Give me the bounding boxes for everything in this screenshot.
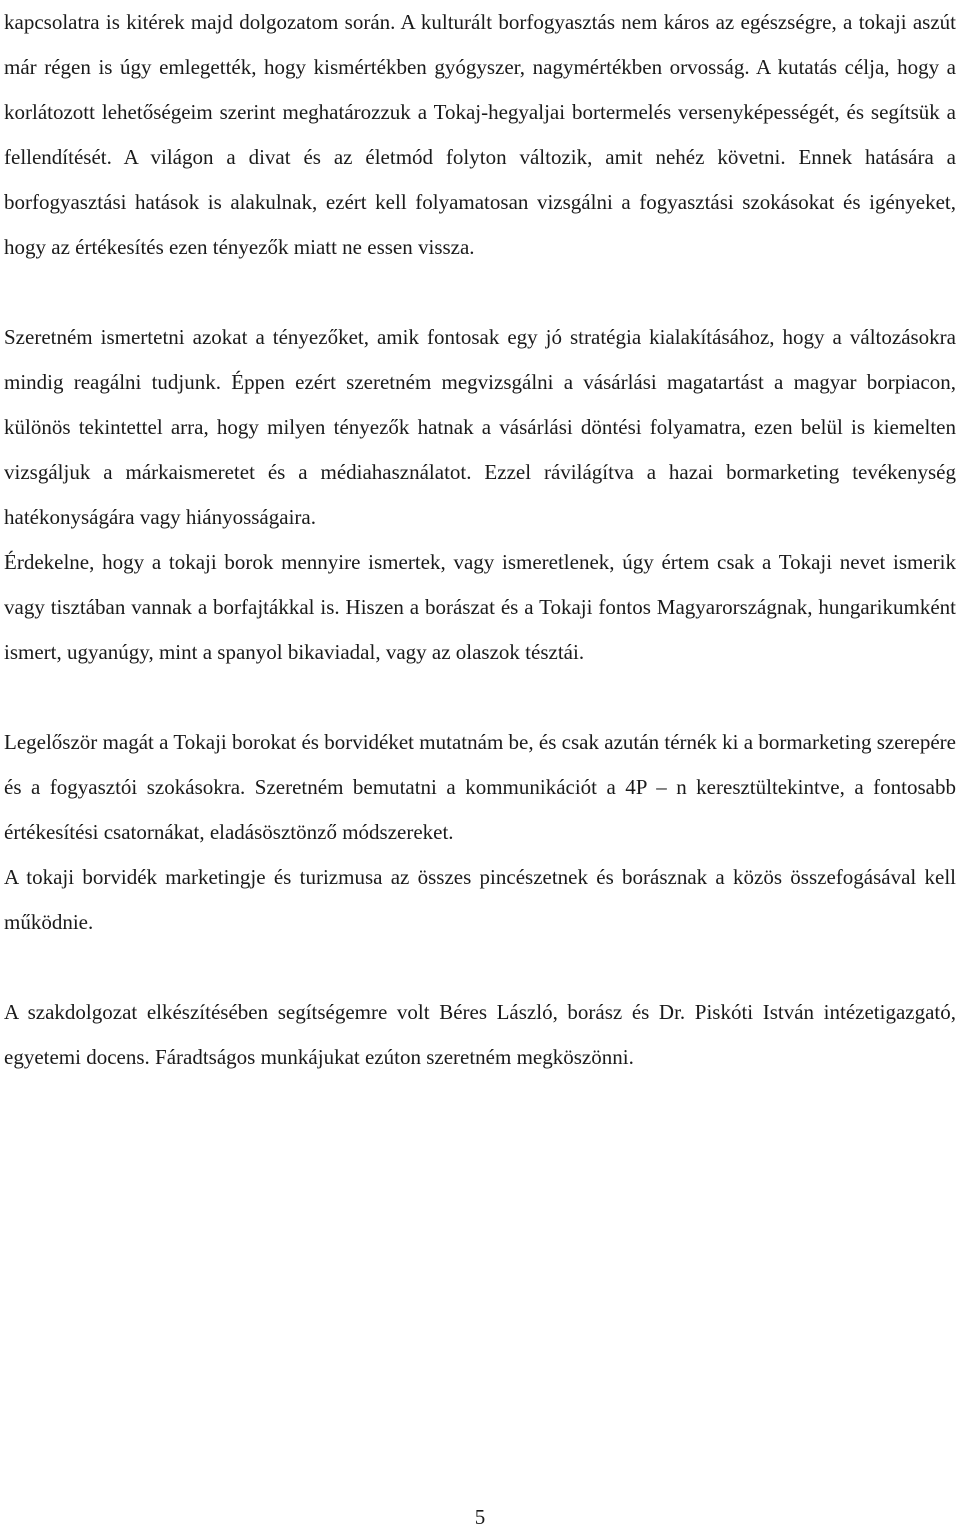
page-number: 5	[474, 1505, 486, 1529]
paragraph-intro-continuation: kapcsolatra is kitérek majd dolgozatom során. A kulturált borfogyasztás nem káros az egészségre, a tokaji aszút már régen is úgy emlegették, hogy kismértékben gyógyszer, nagymértékben orvosság. A kutatás célja, hogy a korlátozott lehetőségeim szerint meghatározzuk a Tokaj-hegyaljai bortermelés versenyképességét, és segítsük a fellendítését. A világon a divat és az életmód folyton változik, amit nehéz követni. Ennek hatására a borfogyasztási hatások is alakulnak, ezért kell folyamatosan vizsgálni a fogyasztási szokásokat és igényeket, hogy az értékesítés ezen tényezők miatt ne essen vissza.	[4, 10, 956, 259]
paragraph-strategy: Szeretném ismertetni azokat a tényezőket, amik fontosak egy jó stratégia kialakításához, hogy a változásokra mindig reagálni tudjunk. Éppen ezért szeretném megvizsgálni a vásárlási magatartást a magyar borpiacon, különös tekintettel arra, hogy milyen tényezők hatnak a vásárlási döntési folyamatra, ezen belül is kiemelten vizsgáljuk a márkaismeretet és a médiahasználatot. Ezzel rávilágítva a hazai bormarketing tevékenység hatékonyságára vagy hiányosságaira.	[4, 325, 956, 529]
paragraph-gap	[4, 270, 956, 315]
paragraph-structure: Legelőször magát a Tokaji borokat és borvidéket mutatnám be, és csak azután térnék ki a bormarketing szerepére és a fogyasztói szokásokra. Szeretném bemutatni a kommunikációt a 4P – n keresztültekintve, a fontosabb értékesítési csatornákat, eladásösztönző módszereket.	[4, 730, 956, 844]
paragraph-acknowledgement: A szakdolgozat elkészítésében segítségemre volt Béres László, borász és Dr. Piskóti István intézetigazgató, egyetemi docens. Fáradtságos munkájukat ezúton szeretném megköszönni.	[4, 1000, 956, 1069]
paragraph-gap	[4, 945, 956, 990]
paragraph-cooperation: A tokaji borvidék marketingje és turizmusa az összes pincészetnek és borásznak a közös összefogásával kell működnie.	[4, 865, 956, 934]
paragraph-gap	[4, 675, 956, 720]
body-text	[4, 0, 956, 1080]
paragraph-tokaji-awareness: Érdekelne, hogy a tokaji borok mennyire ismertek, vagy ismeretlenek, úgy értem csak a Tokaji nevet ismerik vagy tisztában vannak a borfajtákkal is. Hiszen a borászat és a Tokaji fontos Magyarországnak, hungarikumként ismert, ugyanúgy, mint a spanyol bikaviadal, vagy az olaszok tésztái.	[4, 550, 956, 664]
